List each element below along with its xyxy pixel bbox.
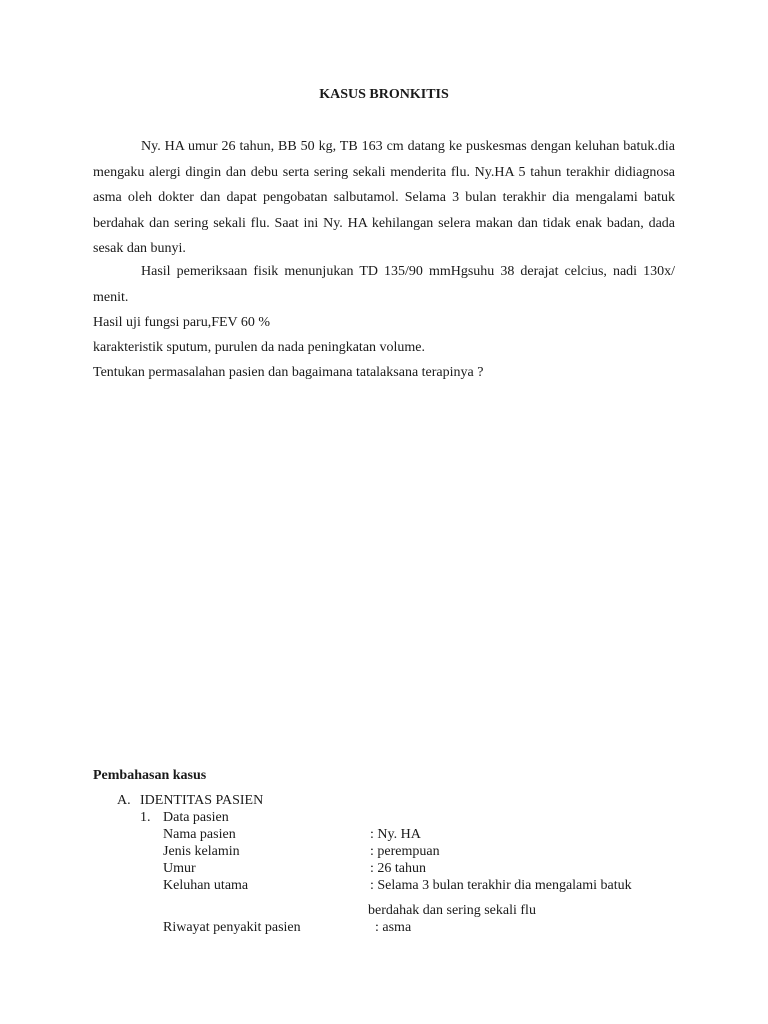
field-label-gender: Jenis kelamin	[163, 844, 240, 859]
field-label-name: Nama pasien	[163, 827, 236, 842]
question-line: Tentukan permasalahan pasien dan bagaimana tatalaksana terapinya ?	[93, 365, 484, 380]
field-label-age: Umur	[163, 861, 196, 876]
sputum-line: karakteristik sputum, purulen da nada peningkatan volume.	[93, 340, 426, 355]
subsection-marker: 1.	[140, 810, 151, 825]
field-label-history: Riwayat penyakit pasien	[163, 920, 301, 935]
case-paragraph-2: Hasil pemeriksaan fisik menunjukan TD 135/90 mmHgsuhu 38 derajat celcius, nadi 130x/ menit.	[93, 264, 675, 305]
lung-function-line: Hasil uji fungsi paru,FEV 60 %	[93, 315, 271, 330]
field-value-name: : Ny. HA	[370, 827, 421, 842]
field-value-age: : 26 tahun	[370, 861, 426, 876]
field-value-history: : asma	[375, 920, 412, 935]
section-marker: A.	[117, 793, 131, 808]
document-title: KASUS BRONKITIS	[319, 87, 449, 102]
subsection-title: Data pasien	[163, 810, 229, 825]
field-value-complaint-continuation: berdahak dan sering sekali flu	[368, 903, 536, 918]
case-paragraph-1: Ny. HA umur 26 tahun, BB 50 kg, TB 163 cm datang ke puskesmas dengan keluhan batuk.dia mengaku alergi dingin dan debu serta sering sekali menderita flu. Ny.HA 5 tahun terakhir didiagnosa asma oleh dokter dan dapat pengobatan salbutamol. Selama 3 bulan terakhir dia mengalami batuk berdahak dan sering sekali flu. Saat ini Ny. HA kehilangan selera makan dan tidak enak badan, dada sesak dan bunyi.	[93, 139, 675, 256]
field-value-gender: : perempuan	[370, 844, 440, 859]
field-value-complaint: : Selama 3 bulan terakhir dia mengalami batuk	[370, 878, 632, 893]
field-label-complaint: Keluhan utama	[163, 878, 249, 893]
section-title: IDENTITAS PASIEN	[140, 793, 264, 808]
discussion-heading: Pembahasan kasus	[93, 768, 207, 783]
